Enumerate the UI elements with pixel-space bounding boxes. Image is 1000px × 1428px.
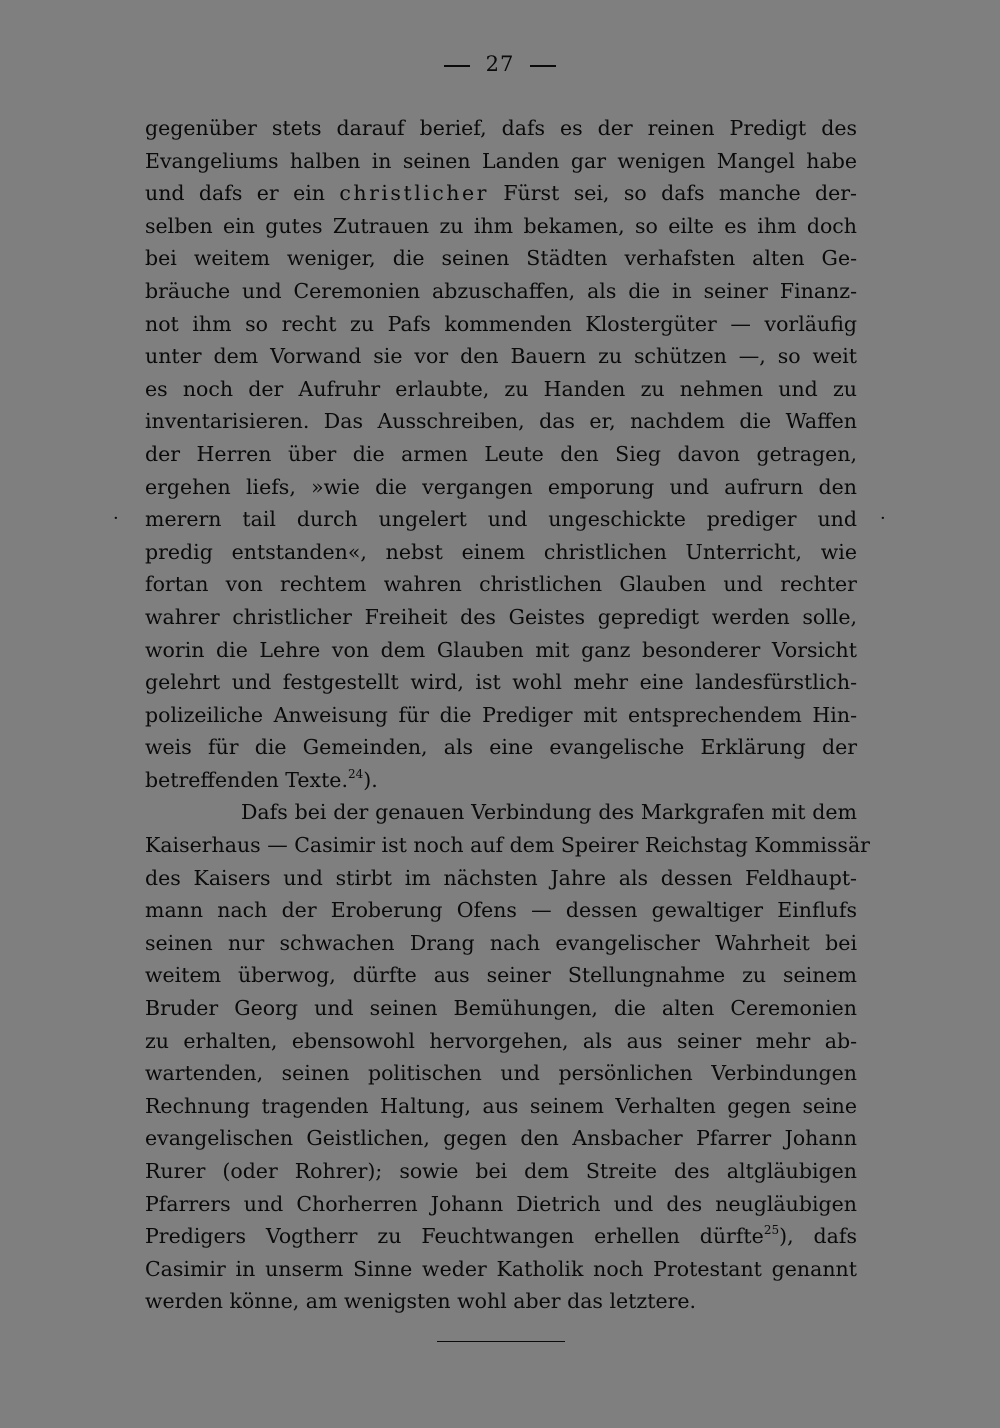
text-line: wahrer christlicher Freiheit des Geistes gepredigt werden solle, <box>145 604 857 629</box>
text-line: selben ein gutes Zutrauen zu ihm bekamen, so eilte es ihm doch <box>145 213 857 238</box>
text-line <box>145 1220 857 1253</box>
text-line: Pfarrers und Chorherren Johann Dietrich und des neugläubigen <box>145 1191 857 1216</box>
text-line: mann nach der Eroberung Ofens — dessen gewaltiger Einflufs <box>145 898 857 923</box>
text-line: gegenüber stets darauf berief, dafs es der reinen Predigt des <box>145 116 857 140</box>
emphasized-word: christlicher <box>339 181 489 206</box>
text-line: polizeiliche Anweisung für die Prediger mit entsprechendem Hin- <box>145 702 857 727</box>
dash-left <box>444 65 470 67</box>
margin-mark-right: · <box>880 508 886 529</box>
page-number <box>0 52 1000 76</box>
text-line: werden könne, am wenigsten wohl aber das letztere. <box>145 1289 697 1314</box>
text-line: merern tail durch ungelert und ungeschickte prediger und <box>145 507 857 532</box>
text-line: fortan von rechtem wahren christlichen Glauben und rechter <box>145 572 857 597</box>
text-line: Evangeliums halben in seinen Landen gar wenigen Mangel habe <box>145 148 857 173</box>
text-line: des Kaisers und stirbt im nächsten Jahre als dessen Feldhaupt- <box>145 865 857 890</box>
text-segment: und dafs er ein <box>145 181 325 206</box>
text-line: worin die Lehre von dem Glauben mit ganz besonderer Vorsicht <box>145 637 857 662</box>
text-line: gelehrt und festgestellt wird, ist wohl mehr eine landesfürstlich- <box>145 670 857 695</box>
text-segment: ). <box>363 767 378 792</box>
text-line: seinen nur schwachen Drang nach evangelischer Wahrheit bei <box>145 930 857 955</box>
text-line: Kaiserhaus — Casimir ist noch auf dem Speirer Reichstag Kommissär <box>145 833 870 858</box>
text-line: es noch der Aufruhr erlaubte, zu Handen zu nehmen und zu <box>145 376 857 401</box>
text-line: Rurer (oder Rohrer); sowie bei dem Streite des altgläubigen <box>145 1159 857 1183</box>
text-segment: ), dafs <box>779 1224 857 1249</box>
text-line: unter dem Vorwand sie vor den Bauern zu schützen —, so weit <box>145 344 857 369</box>
text-segment: betreffenden Texte. <box>145 767 348 792</box>
text-segment: Fürst sei, so dafs manche der- <box>503 181 857 206</box>
end-rule <box>437 1341 565 1342</box>
text-line: zu erhalten, ebensowohl hervorgehen, als aus seiner mehr ab- <box>145 1028 857 1053</box>
text-segment: Predigers Vogtherr zu Feuchtwangen erhellen dürfte <box>145 1224 764 1249</box>
page-number-value: 27 <box>485 52 515 76</box>
text-line: wartenden, seinen politischen und persönlichen Verbindungen <box>145 1061 857 1086</box>
dash-right <box>530 65 556 67</box>
text-line: Rechnung tragenden Haltung, aus seinem Verhalten gegen seine <box>145 1093 857 1118</box>
text-line: ergehen liefs, »wie die vergangen emporung und aufrurn den <box>145 474 857 499</box>
text-line: predig entstanden«, nebst einem christlichen Unterricht, wie <box>145 539 857 564</box>
text-line: der Herren über die armen Leute den Sieg davon getragen, <box>145 441 857 466</box>
text-line <box>145 764 857 797</box>
text-line: weis für die Gemeinden, als eine evangelische Erklärung der <box>145 735 857 760</box>
margin-mark-left: · <box>113 508 119 529</box>
footnote-ref: 24 <box>347 766 364 781</box>
text-line: Casimir in unserm Sinne weder Katholik noch Protestant genannt <box>145 1256 857 1281</box>
text-line: weitem überwog, dürfte aus seiner Stellungnahme zu seinem <box>145 963 857 988</box>
text-line: bei weitem weniger, die seinen Städten verhafsten alten Ge- <box>145 246 857 271</box>
text-line: bräuche und Ceremonien abzuschaffen, als die in seiner Finanz- <box>145 278 857 303</box>
text-line: Dafs bei der genauen Verbindung des Markgrafen mit dem <box>241 800 857 825</box>
text-line: evangelischen Geistlichen, gegen den Ansbacher Pfarrer Johann <box>145 1126 857 1151</box>
text-line <box>145 177 857 210</box>
text-line: not ihm so recht zu Pafs kommenden Klostergüter — vorläufig <box>145 311 857 336</box>
text-line: inventarisieren. Das Ausschreiben, das er, nachdem die Waffen <box>145 409 857 434</box>
body-text <box>145 112 870 1318</box>
text-line: Bruder Georg und seinen Bemühungen, die alten Ceremonien <box>145 996 857 1021</box>
footnote-ref: 25 <box>763 1223 780 1238</box>
